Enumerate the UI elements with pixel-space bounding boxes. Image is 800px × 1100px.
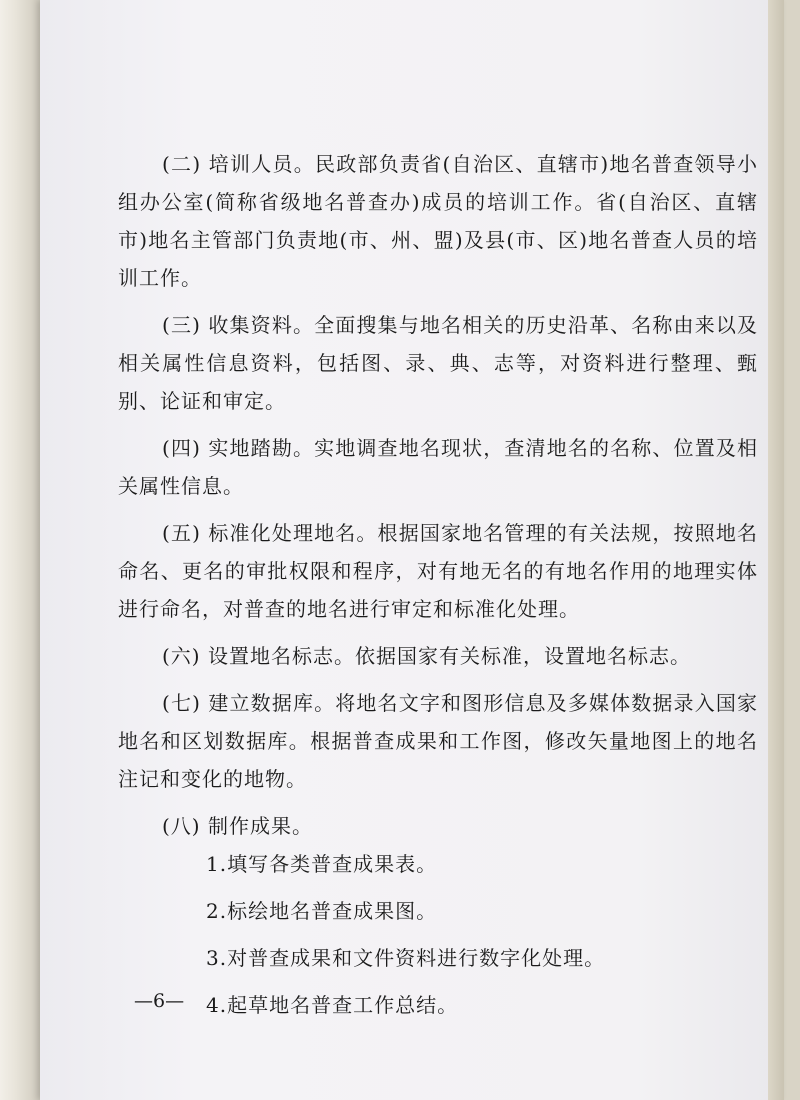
paragraph-results: (八) 制作成果。 bbox=[162, 814, 313, 838]
list-item: 4.起草地名普查工作总结。 bbox=[206, 993, 459, 1017]
paragraph-database: (七) 建立数据库。将地名文字和图形信息及多媒体数据录入国家地名和区划数据库。根据普查成果和工作图，修改矢量地图上的地名注记和变化的地物。 bbox=[118, 691, 758, 791]
paragraph-standardize-names: (五) 标准化处理地名。根据国家地名管理的有关法规，按照地名命名、更名的审批权限和程序，对有地无名的有地名作用的地理实体进行命名，对普查的地名进行审定和标准化处理。 bbox=[118, 521, 758, 621]
paragraph-training: (二) 培训人员。民政部负责省(自治区、直辖市)地名普查领导小组办公室(简称省级地名普查办)成员的培训工作。省(自治区、直辖市)地名主管部门负责地(市、州、盟)及县(市、区)地名普查人员的培训工作。 bbox=[118, 152, 758, 290]
document-body bbox=[118, 145, 758, 1024]
adjacent-page-edge bbox=[0, 0, 40, 1100]
paragraph-collect-materials: (三) 收集资料。全面搜集与地名相关的历史沿革、名称由来以及相关属性信息资料，包括图、录、典、志等，对资料进行整理、甄别、论证和审定。 bbox=[118, 313, 758, 413]
list-item: 3.对普查成果和文件资料进行数字化处理。 bbox=[206, 946, 606, 970]
list-item: 2.标绘地名普查成果图。 bbox=[206, 899, 438, 923]
paragraph-place-signs: (六) 设置地名标志。依据国家有关标准，设置地名标志。 bbox=[162, 644, 691, 668]
page-right-edge bbox=[768, 0, 784, 1100]
paragraph-field-survey: (四) 实地踏勘。实地调查地名现状，查清地名的名称、位置及相关属性信息。 bbox=[118, 436, 758, 498]
page-number: —6— bbox=[134, 990, 185, 1012]
list-item: 1.填写各类普查成果表。 bbox=[206, 852, 438, 876]
